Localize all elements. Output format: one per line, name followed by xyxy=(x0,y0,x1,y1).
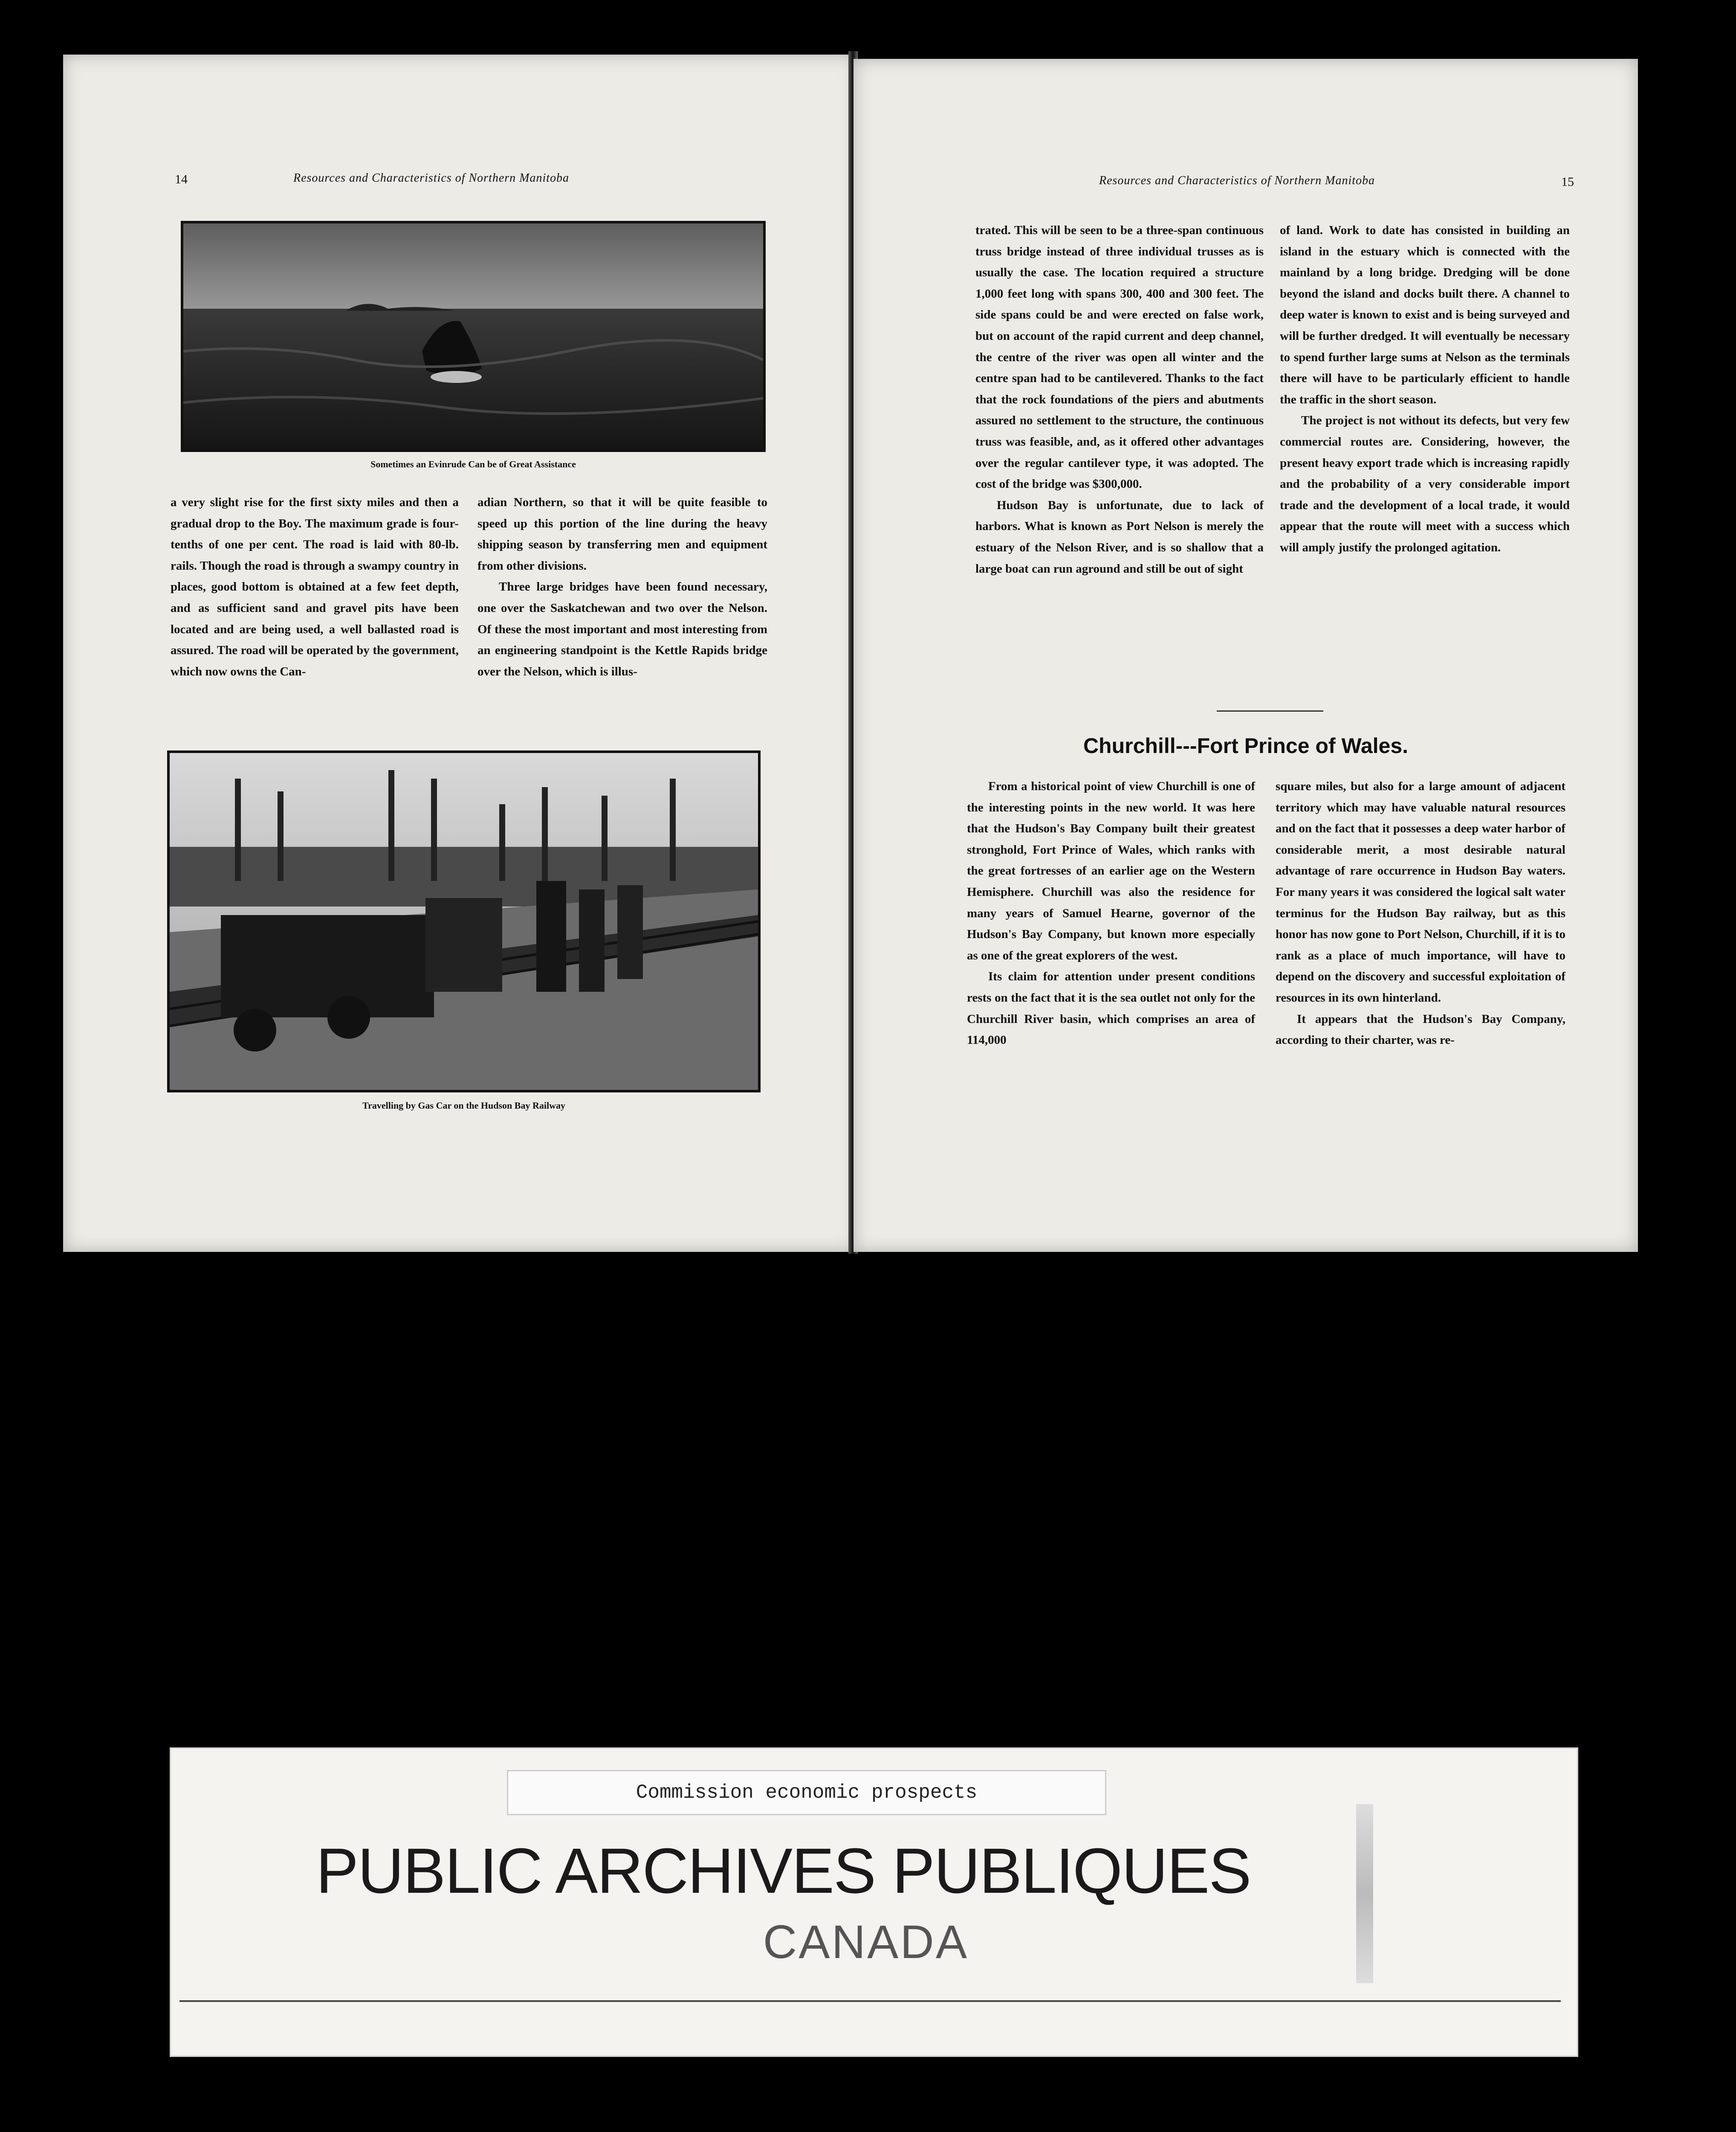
paragraph: square miles, but also for a large amount of adjacent territory which may have valuable natural resources and on the fact that it possesses a deep water harbor of considerable merit, a most desirable natural advantage of rare occurrence in Hudson Bay waters. For many years it was considered the logical salt water terminus for the Hudson Bay railway, but as this honor has now gone to Port Nelson, Churchill, if it is to rank as a place of much importance, will have to depend on the discovery and successful exploitation of resources in its own hinterland. xyxy=(1276,779,1565,1005)
left-column-1 xyxy=(171,492,459,682)
paragraph: a very slight rise for the first sixty miles and then a gradual drop to the Boy. The maximum grade is four-tenths of one per cent. The road is laid with 80-lb. rails. Though the road is through a swampy country in places, good bottom is obtained at a few feet depth, and as sufficient sand and gravel pits have been located and are being used, a well ballasted road is assured. The road will be operated by the government, which now owns the Can- xyxy=(171,495,459,678)
paragraph: adian Northern, so that it will be quite feasible to speed up this portion of the line during the heavy shipping season by transferring men and equipment from other divisions. xyxy=(477,495,767,573)
paragraph: Hudson Bay is unfortunate, due to lack of harbors. What is known as Port Nelson is merely the estuary of the Nelson River, and is so shallow that a large boat can run aground and still be out of sight xyxy=(975,498,1264,576)
section-divider xyxy=(1217,710,1323,712)
right-bottom-column-2 xyxy=(1276,776,1565,1051)
right-page xyxy=(854,59,1638,1252)
photo-gas-car-railway xyxy=(167,750,761,1092)
paragraph: Three large bridges have been found necessary, one over the Saskatchewan and two over the Nelson. Of these the most important and most interesting from an engineering standpoint is the Kettle Rapids bridge over the Nelson, which is illus- xyxy=(477,580,767,678)
section-title: Churchill---Fort Prince of Wales. xyxy=(1083,734,1409,758)
paragraph: The project is not without its defects, but very few commercial routes are. Considering, however, the present heavy export trade which is increasing rapidly and the probability of a very considerable import trade and the development of a local trade, it would appear that the route will meet with a success which will amply justify the prolonged agitation. xyxy=(1280,414,1570,554)
running-head-right: Resources and Characteristics of Northern Manitoba xyxy=(1099,174,1375,187)
paragraph: of land. Work to date has consisted in building an island in the estuary which is connected with the mainland by a long bridge. Dredging will be done beyond the island and docks built there. A channel to deep water is known to exist and is being surveyed and will be further dredged. It will eventually be necessary to spend further large sums at Nelson as the terminals there will have to be particularly efficient to handle the traffic in the short season. xyxy=(1280,223,1570,406)
paragraph: Its claim for attention under present conditions rests on the fact that it is the sea outlet not only for the Churchill River basin, which comprises an area of 114,000 xyxy=(967,970,1255,1047)
stamp-label: Commission economic prospects xyxy=(507,1770,1106,1815)
photo-evinrude-boat xyxy=(181,221,766,452)
right-top-column-2 xyxy=(1280,220,1570,559)
page-number-left: 14 xyxy=(175,172,188,186)
stamp-rule xyxy=(179,2000,1561,2002)
photo2-caption: Travelling by Gas Car on the Hudson Bay Railway xyxy=(362,1100,565,1111)
left-page xyxy=(63,55,857,1252)
stamp-subtitle: CANADA xyxy=(763,1916,969,1968)
photo1-caption: Sometimes an Evinrude Can be of Great Assistance xyxy=(370,459,576,469)
paragraph: From a historical point of view Churchill is one of the interesting points in the new world. It was here that the Hudson's Bay Company built their greatest stronghold, Fort Prince of Wales, which ranks with the great fortresses of an earlier age on the Western Hemisphere. Churchill was also the residence for many years of Samuel Hearne, governor of the Hudson's Bay Company, but known more especially as one of the great explorers of the west. xyxy=(967,779,1255,962)
railway-image xyxy=(170,753,758,1090)
running-head-left: Resources and Characteristics of Northern Manitoba xyxy=(293,171,570,185)
left-column-2 xyxy=(477,492,767,682)
stamp-tape-edge xyxy=(1356,1804,1373,1983)
archive-stamp xyxy=(170,1747,1578,2057)
right-bottom-column-1 xyxy=(967,776,1255,1051)
lake-boat-image xyxy=(183,223,763,449)
right-top-column-1 xyxy=(975,220,1264,579)
paragraph: trated. This will be seen to be a three-span continuous truss bridge instead of three individual trusses as is usually the case. The location required a structure 1,000 feet long with spans 300, 400 and 300 feet. The side spans could be and were erected on false work, but on account of the rapid current and deep channel, the centre of the river was open all winter and the centre span had to be cantilevered. Thanks to the fact that the rock foundations of the piers and abutments assured no settlement to the structure, the continuous truss was feasible, and, as it offered other advantages over the regular cantilever type, it was adopted. The cost of the bridge was $300,000. xyxy=(975,223,1264,491)
stamp-title: PUBLIC ARCHIVES PUBLIQUES xyxy=(316,1835,1251,1906)
page-number-right: 15 xyxy=(1561,175,1574,189)
paragraph: It appears that the Hudson's Bay Company, according to their charter, was re- xyxy=(1276,1012,1565,1047)
